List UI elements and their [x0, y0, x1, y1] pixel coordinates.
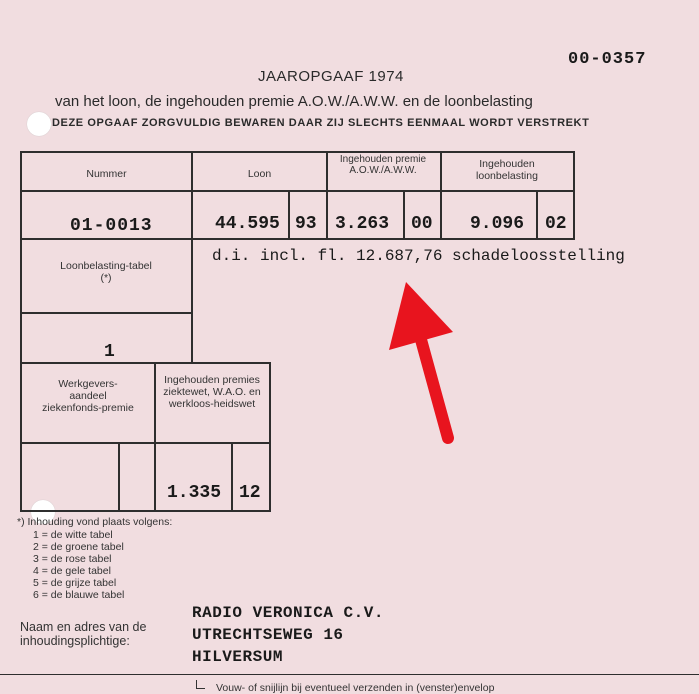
fold-corner-mark — [196, 680, 205, 689]
value-ziektewet-decimal: 12 — [239, 483, 261, 503]
notice-text: DEZE OPGAAF ZORGVULDIG BEWAREN DAAR ZIJ SLECHTS EENMAAL WORDT VERSTREKT — [52, 117, 590, 129]
employer-street: UTRECHTSEWEG 16 — [192, 626, 344, 644]
header-tabel: Loonbelasting-tabel (*) — [60, 260, 152, 284]
value-loon-decimal: 93 — [295, 214, 317, 234]
header-loon: Loon — [247, 168, 272, 180]
legend-item: 2 = de groene tabel — [33, 541, 124, 553]
employer-city: HILVERSUM — [192, 648, 283, 666]
legend-item: 5 = de grijze tabel — [33, 577, 117, 589]
employer-label: Naam en adres van de inhoudingsplichtige: — [20, 620, 147, 648]
header-premie-aow: Ingehouden premie A.O.W./A.W.W. — [339, 154, 427, 176]
subtitle: van het loon, de ingehouden premie A.O.W./A.W.W. en de loonbelasting — [55, 93, 533, 110]
value-aow-decimal: 00 — [411, 214, 433, 234]
value-ziektewet-integer: 1.335 — [167, 483, 222, 503]
value-loonbelasting-decimal: 02 — [545, 214, 567, 234]
header-werkgevers: Werkgevers-aandeel ziekenfonds-premie — [42, 378, 134, 414]
fold-line — [0, 674, 699, 675]
page-title: JAAROPGAAF 1974 — [258, 68, 404, 85]
value-nummer: 01-0013 — [70, 216, 153, 236]
legend-list — [33, 529, 124, 601]
fold-note: Vouw- of snijlijn bij eventueel verzenden in (venster)envelop — [216, 682, 495, 694]
legend-intro: *) Inhouding vond plaats volgens: — [17, 516, 173, 528]
legend-item: 4 = de gele tabel — [33, 565, 111, 577]
employer-name: RADIO VERONICA C.V. — [192, 604, 384, 622]
legend-item: 1 = de witte tabel — [33, 529, 113, 541]
value-aow-integer: 3.263 — [335, 214, 390, 234]
annotation-text: d.i. incl. fl. 12.687,76 schadeloosstelling — [212, 247, 625, 265]
header-premies-ziektewet: Ingehouden premies ziektewet, W.A.O. en werkloos-heidswet — [163, 374, 261, 410]
header-loonbelasting: Ingehouden loonbelasting — [476, 158, 538, 182]
legend-item: 6 = de blauwe tabel — [33, 589, 125, 601]
value-tabel: 1 — [104, 342, 115, 362]
value-loon-integer: 44.595 — [215, 214, 280, 234]
document-number: 00-0357 — [568, 50, 647, 69]
header-nummer: Nummer — [86, 168, 127, 180]
value-loonbelasting-integer: 9.096 — [470, 214, 525, 234]
legend-item: 3 = de rose tabel — [33, 553, 112, 565]
